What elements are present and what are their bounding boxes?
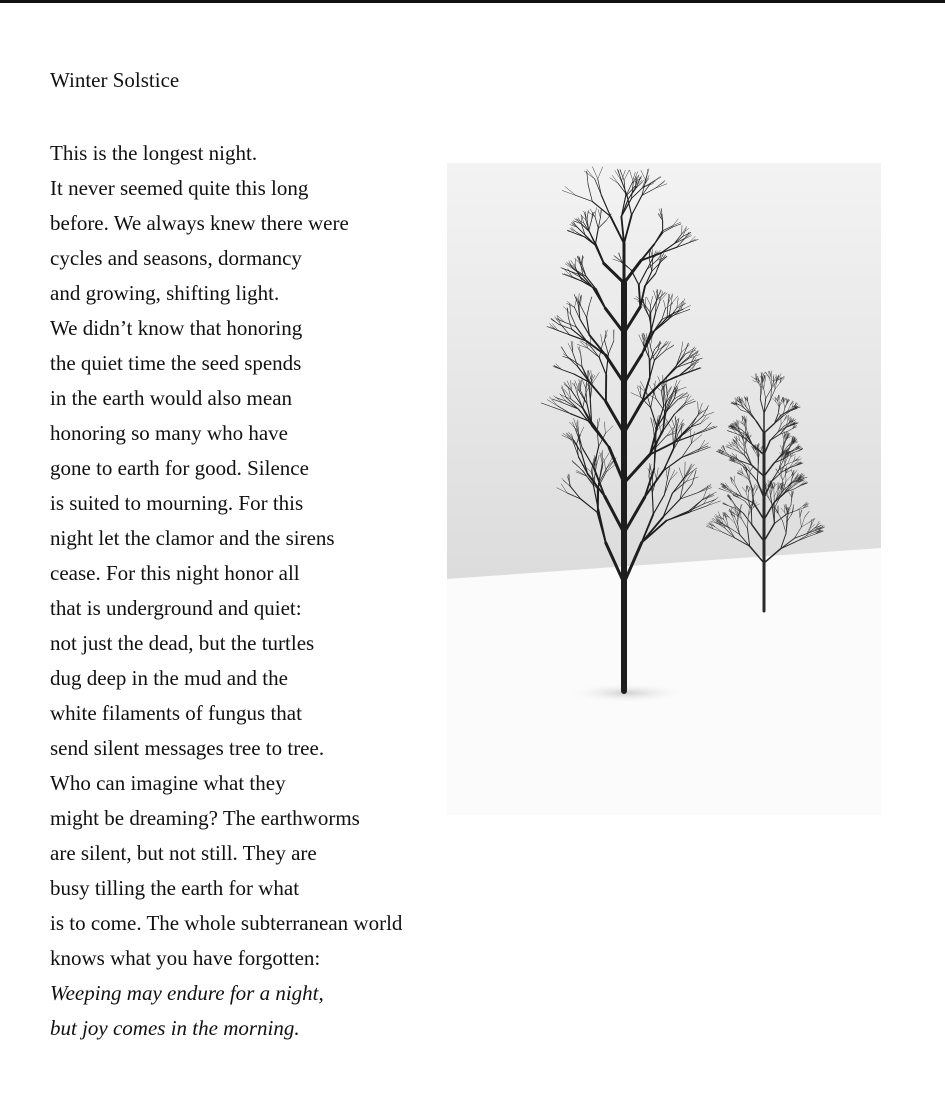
poem-line: white filaments of fungus that bbox=[50, 701, 302, 725]
poem-line: send silent messages tree to tree. bbox=[50, 736, 325, 760]
poem-line: not just the dead, but the turtles bbox=[50, 631, 315, 655]
poem-line: are silent, but not still. They are bbox=[50, 841, 317, 865]
winter-trees-illustration bbox=[447, 163, 881, 815]
poem-line: It never seemed quite this long bbox=[50, 176, 309, 200]
poem-line: honoring so many who have bbox=[50, 421, 288, 445]
poem-line: gone to earth for good. Silence bbox=[50, 456, 309, 480]
poem-line: night let the clamor and the sirens bbox=[50, 526, 335, 550]
poem-line: might be dreaming? The earthworms bbox=[50, 806, 360, 830]
poem-line: the quiet time the seed spends bbox=[50, 351, 302, 375]
poem-line: is to come. The whole subterranean world bbox=[50, 911, 403, 935]
snow-ground bbox=[447, 548, 881, 815]
poem-line: before. We always knew there were bbox=[50, 211, 349, 235]
poem-line: knows what you have forgotten: bbox=[50, 946, 321, 970]
poem-line: cease. For this night honor all bbox=[50, 561, 300, 585]
poem-line: cycles and seasons, dormancy bbox=[50, 246, 302, 270]
poem-line: Weeping may endure for a night, bbox=[50, 981, 324, 1005]
tree-branch bbox=[590, 385, 591, 400]
poem-line: is suited to mourning. For this bbox=[50, 491, 304, 515]
poem-line: that is underground and quiet: bbox=[50, 596, 302, 620]
poem-title: Winter Solstice bbox=[50, 68, 180, 92]
poem-line: busy tilling the earth for what bbox=[50, 876, 300, 900]
poem-line: and growing, shifting light. bbox=[50, 281, 280, 305]
poem-line: dug deep in the mud and the bbox=[50, 666, 288, 690]
poem-line: Who can imagine what they bbox=[50, 771, 286, 795]
poem-body bbox=[50, 136, 402, 1046]
poem-line: We didn’t know that honoring bbox=[50, 316, 303, 340]
winter-trees-photo bbox=[447, 163, 881, 815]
top-rule bbox=[0, 0, 945, 3]
poem-line: This is the longest night. bbox=[50, 141, 258, 165]
poem-line: in the earth would also mean bbox=[50, 386, 293, 410]
poem-line: but joy comes in the morning. bbox=[50, 1016, 300, 1040]
